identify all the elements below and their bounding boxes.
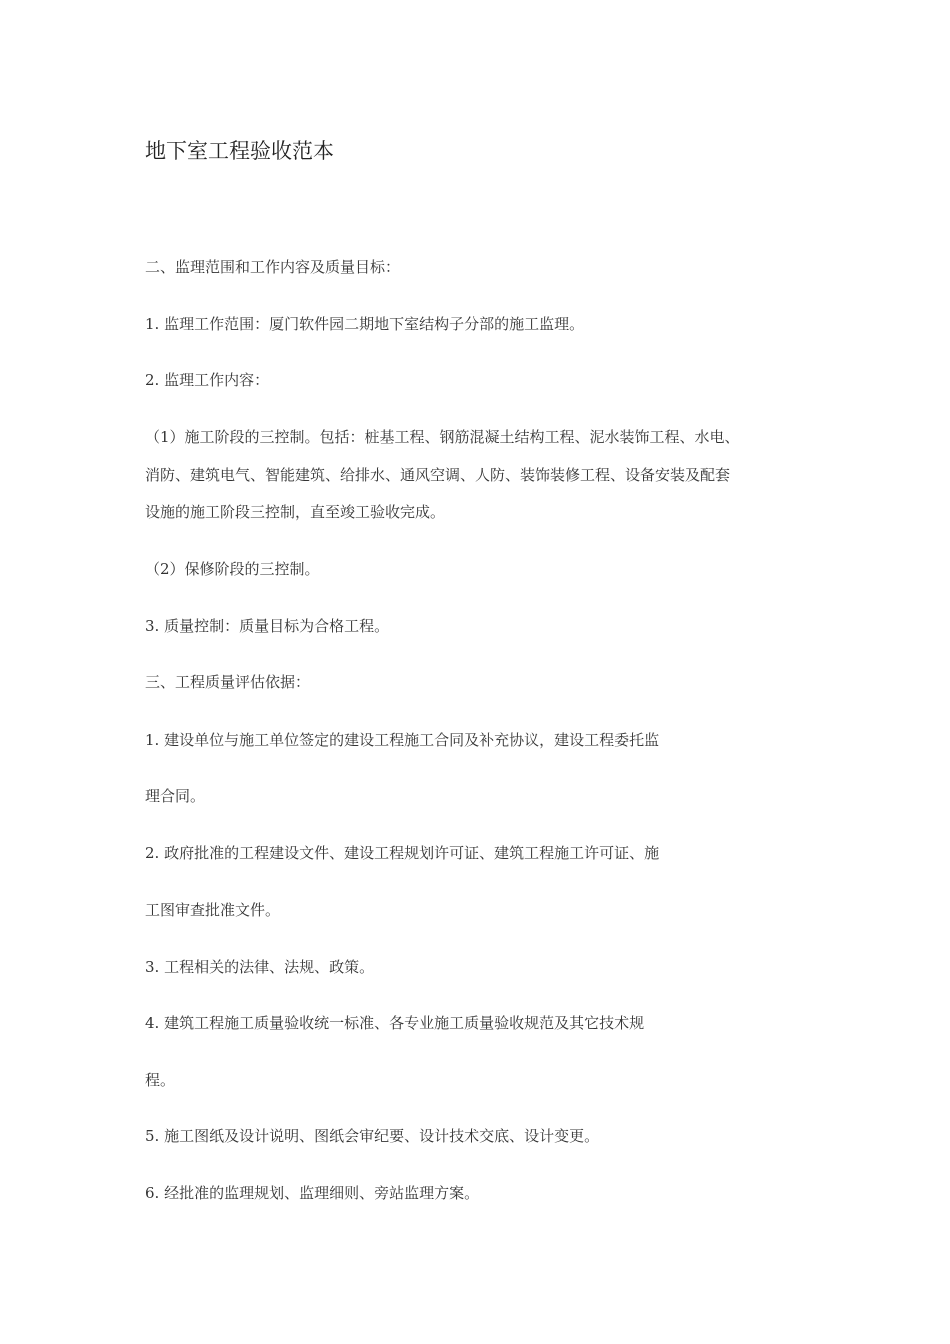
paragraph-line: 工图审查批准文件。 [145,901,281,919]
paragraph-line: 4. 建筑工程施工质量验收统一标准、各专业施工质量验收规范及其它技术规 [145,1014,645,1032]
paragraph-line: 3. 质量控制：质量目标为合格工程。 [145,617,390,635]
section-heading: 三、工程质量评估依据： [145,673,311,691]
paragraph-line: 5. 施工图纸及设计说明、图纸会审纪要、设计技术交底、设计变更。 [145,1127,600,1145]
document-title: 地下室工程验收范本 [145,139,334,163]
paragraph-line: 2. 政府批准的工程建设文件、建设工程规划许可证、建筑工程施工许可证、施 [145,844,660,862]
paragraph-line: 1. 建设单位与施工单位签定的建设工程施工合同及补充协议，建设工程委托监 [145,731,660,749]
paragraph-line: 设施的施工阶段三控制，直至竣工验收完成。 [145,503,446,521]
paragraph-line: 6. 经批准的监理规划、监理细则、旁站监理方案。 [145,1184,480,1202]
paragraph-line: （1）施工阶段的三控制。包括：桩基工程、钢筋混凝土结构工程、泥水装饰工程、水电、 [145,428,740,446]
paragraph-line: 消防、建筑电气、智能建筑、给排水、通风空调、人防、装饰装修工程、设备安装及配套 [145,466,731,484]
section-heading: 二、监理范围和工作内容及质量目标： [145,258,401,276]
paragraph-line: （2）保修阶段的三控制。 [145,560,320,578]
paragraph-line: 1. 监理工作范围：厦门软件园二期地下室结构子分部的施工监理。 [145,315,585,333]
paragraph-line: 理合同。 [145,787,206,805]
paragraph-line: 3. 工程相关的法律、法规、政策。 [145,958,375,976]
paragraph-line: 2. 监理工作内容： [145,371,270,389]
paragraph-line: 程。 [145,1071,176,1089]
